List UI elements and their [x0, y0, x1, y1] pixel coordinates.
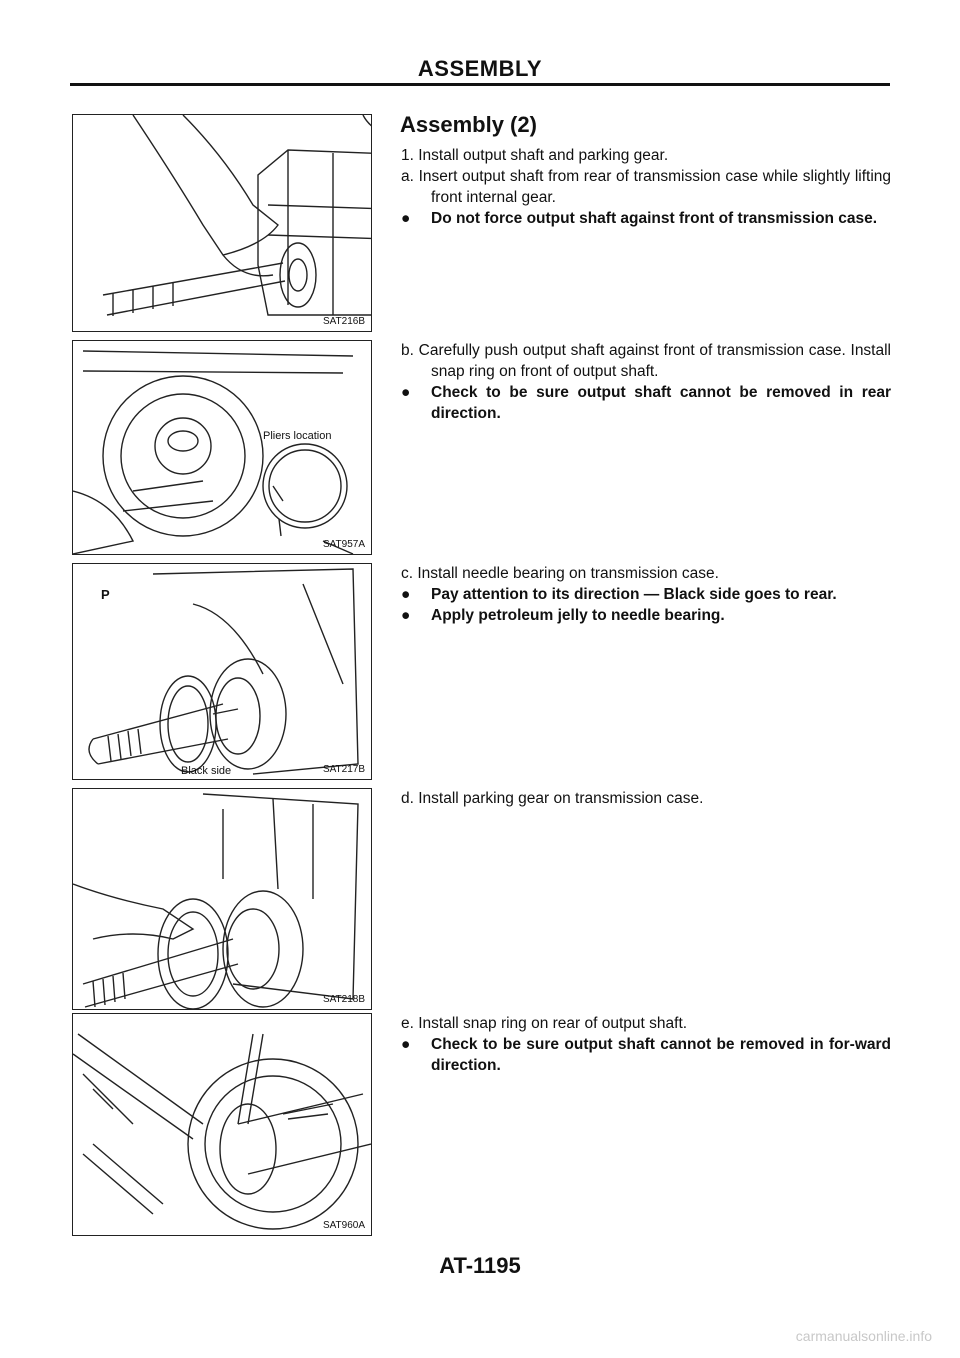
figure-code: SAT218B	[322, 994, 365, 1005]
section-title: Assembly (2)	[400, 112, 537, 137]
note-text: Check to be sure output shaft cannot be removed in rear direction.	[431, 384, 891, 422]
step-block-b	[401, 340, 891, 424]
step-1b: b. Carefully push output shaft against front of transmission case. Install snap ring on front of output shaft.	[401, 342, 891, 380]
step-block-a	[401, 145, 891, 229]
needle-bearing-illustration	[73, 564, 371, 779]
note-text: Do not force output shaft against front of transmission case.	[431, 210, 878, 227]
snap-ring-front-illustration	[73, 341, 371, 554]
figure-sat218b	[72, 788, 372, 1010]
figure-sat960a	[72, 1013, 372, 1236]
page-number: AT-1195	[439, 1253, 521, 1278]
step-1b-note	[401, 382, 891, 424]
figure-code: SAT957A	[322, 539, 365, 550]
snap-ring-rear-illustration	[73, 1014, 371, 1235]
note-text: Pay attention to its direction — Black side goes to rear.	[431, 586, 837, 603]
note-text: Check to be sure output shaft cannot be removed in for-ward direction.	[431, 1036, 891, 1074]
header-title: ASSEMBLY	[417, 56, 543, 81]
bullet-icon: ●	[401, 1036, 411, 1053]
figure-code: SAT960A	[322, 1220, 365, 1231]
step-block-c	[401, 563, 891, 626]
step-1: 1. Install output shaft and parking gear.	[401, 147, 669, 164]
step-1c-note-1	[401, 584, 891, 605]
step-1c: c. Install needle bearing on transmission case.	[401, 565, 719, 582]
step-1e-note	[401, 1034, 891, 1076]
watermark: carmanualsonline.info	[795, 1328, 932, 1344]
parking-gear-illustration	[73, 789, 371, 1009]
note-text: Apply petroleum jelly to needle bearing.	[431, 607, 725, 624]
tool-symbol: P	[101, 587, 110, 602]
step-1a: a. Insert output shaft from rear of transmission case while slightly lifting front internal gear.	[401, 168, 891, 206]
header-rule	[70, 83, 890, 86]
bullet-icon: ●	[401, 607, 411, 624]
callout-pliers-location: Pliers location	[263, 430, 332, 442]
output-shaft-insertion-illustration	[73, 115, 371, 331]
figure-sat217b	[72, 563, 372, 780]
figure-code: SAT217B	[322, 764, 365, 775]
bullet-icon: ●	[401, 586, 411, 603]
step-1d: d. Install parking gear on transmission case.	[401, 790, 704, 807]
figure-sat957a	[72, 340, 372, 555]
bullet-icon: ●	[401, 384, 411, 401]
figure-code: SAT216B	[322, 316, 365, 327]
figure-sat216b	[72, 114, 372, 332]
step-1c-note-2	[401, 605, 891, 626]
step-block-d	[401, 788, 891, 809]
bullet-icon: ●	[401, 210, 411, 227]
step-block-e	[401, 1013, 891, 1076]
callout-black-side: Black side	[181, 765, 232, 777]
step-1a-note	[401, 208, 891, 229]
step-1e: e. Install snap ring on rear of output shaft.	[401, 1015, 688, 1032]
